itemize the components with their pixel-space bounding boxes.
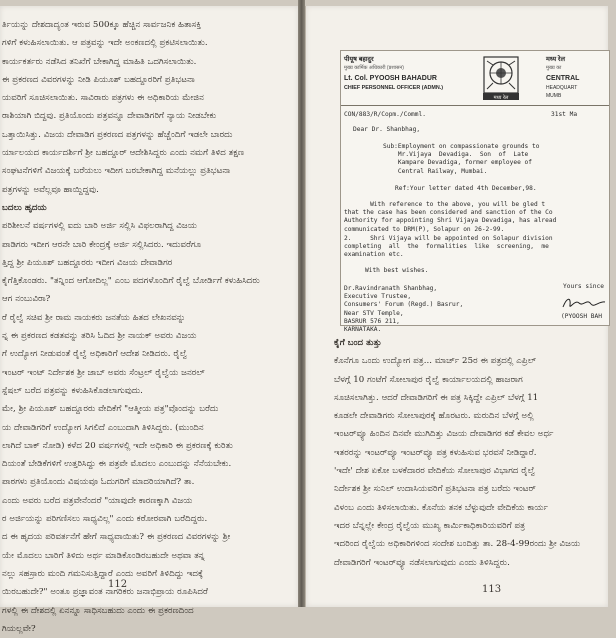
text-line: ಒತ್ತಾಯಿಸಿತ್ತು. ವಿಜಯ ದೇವಾಡಿಗ ಪ್ರಕರಣದ ಪತ್ರಗಳನ್ನು ಹೆಚ್ಚೆಂದಿಗೆ ಇಡಲೇ ಬಾರದು	[2, 129, 233, 140]
sender-hindi-designation: मुख्य कार्मिक अधिकारी (प्रशासन)	[344, 65, 404, 72]
org-hindi: मध्य रेल	[546, 56, 565, 63]
text-line: ದಿಯಂತೆ ಬೇಡಿಕೆಗಳಿಗೆ ಉತ್ತರಿಸಿದ್ದು ಈ ಪತ್ರವೇ ಮೊದಲು ಎಂಬುದನ್ನು ನೆನೆಯಬೇಕು.	[2, 459, 232, 470]
letter-date: 31st Ma	[551, 111, 578, 118]
text-line: ನ್ನ ಈ ಪ್ರಕರಣದ ಕಡತವನ್ನು ತರಿಸಿ ಓದಿದ ಶ್ರೀ ನಾಯಕ್ ಅವರು ವಿಜಯ	[2, 331, 197, 342]
text-line: ಪಾಠಗಳು ಪ್ರತಿಯೊಂದು ವಿಷಯವೂ ಓದುಗರಿಗೆ ಮಾದರಿಯಾಗಿದೆ? ತಾ.	[2, 477, 195, 488]
letter-reference: CON/883/R/Copm./Comml.	[344, 111, 426, 118]
text-line: ಪತ್ರಗಳನ್ನು ಅವೆಲ್ಲವೂ ಹಾಯ್ದಿದ್ದವು.	[2, 184, 99, 195]
signature-icon	[561, 295, 607, 311]
text-line: ದೇವಾಡಿಗರಿಗೆ ಇಂಟರ್‌ವ್ಯೂ ನಡೆಸಲಾಗುವುದು ಎಂದು ತಿಳಿಸಿದ್ದರು.	[334, 557, 510, 568]
letter-signature-name: (PYOOSH BAH	[561, 313, 602, 320]
text-line: ವಿಳಂಬ ಎಂದು ತಿಳಿಸಲಾಯಿತು. ಕೊನೆಯ ತನಕ ಬೆಳ್ಳುವುದೇ ವೇದಿಕೆಯ ಕಾರ್ಯ	[334, 502, 549, 513]
text-line: ಇತರರನ್ನು ಇಂಟರ್‌ವ್ಯೂ ಇಂಟರ್‌ವ್ಯೂ ಪತ್ರ ಕಳುಹಿಸುವ ಭರವಸೆ ನೀಡಿದ್ದಾರೆ.	[334, 447, 537, 458]
text-line: ಇದರ ಬೆನ್ನಲ್ಲೇ ಕೇಂದ್ರ ರೈಲ್ವೆಯ ಮುಖ್ಯ ಕಾರ್ಮಿಕಾಧಿಕಾರಿಯವರಿಗೆ ಪತ್ರ	[334, 520, 526, 531]
sender-designation: CHIEF PERSONNEL OFFICER (ADMN.)	[344, 84, 444, 91]
text-line: ಪಾಡಿಗರು ಇದೀಗ ಆರನೇ ಬಾರಿ ಕೇಂದ್ರಕ್ಕೆ ಅರ್ಜಿ ಸಲ್ಲಿಸಿದರು. ಇದುವರೆಗೂ	[2, 239, 202, 250]
letter-recipient-address: Dr.Ravindranath Shanbhag, Executive Trustee, Consumers' Forum (Regd.) Basrur, Near STV Temple, BASRUR 576 211, KARNATAKA.	[344, 285, 464, 334]
letter-sender-header	[344, 56, 474, 92]
text-line: ಇಂಟರ್ ಇಂಟ್ ನಿರ್ದೇಶಕ ಶ್ರೀ ಜಾಬ್ ಅವರು ಸೆಂಟ್ರಲ್ ರೈಲ್ವೆಯ ಜನರಲ್	[2, 367, 205, 378]
sender-name: Lt. Col. PYOOSH BAHADUR	[344, 75, 437, 83]
letter-subject: Sub:Employment on compassionate grounds to Mr.Vijaya Devadiga. Son of Late Kampare Devadiga, former employee of Central Railway, Mumbai.	[383, 143, 540, 175]
text-line: ನಲ್ಲು ಸಹಸ್ರಾರು ಮಂದಿ ಗಮನಿಸುತ್ತಿದ್ದಾರೆ ಎಂದು ಅವರಿಗೆ ತಿಳಿದಿದ್ದು ಇದಕ್ಕೆ	[2, 568, 204, 579]
text-line: ಗಳಿಗೆ ಕಳುಹಿಸಲಾಯಿತು. ಆ ಪತ್ರವನ್ನು ಇದೇ ಅಂಕಣದಲ್ಲಿ ಪ್ರಕಟಿಸಲಾಯಿತು.	[2, 38, 208, 49]
emblem-caption: मध्य रेल	[493, 95, 509, 101]
text-line: ಗಳಲ್ಲಿ ಈ ದೇಶದಲ್ಲಿ ಏನನ್ನೂ ಸಾಧಿಸಬಹುದು ಎಂದು ಈ ಪ್ರಕರಣದಿಂದ	[2, 605, 194, 616]
text-line: ಕೊನೆಗೂ ಒಂದು ಉದ್ಯೋಗ ಪತ್ರ... ಮಾರ್ಚ್ 25ರ ಈ ಪತ್ರದಲ್ಲಿ ಎಪ್ರಿಲ್	[334, 356, 537, 367]
text-line: ಸೂಚಿಸಲಾಗಿತ್ತು. ಆದರೆ ದೇವಾಡಿಗರಿಗೆ ಈ ಪತ್ರ ಸಿಕ್ಕಿದ್ದೇ ಎಪ್ರಿಲ್ ಬೆಳಗ್ಗೆ 11	[334, 392, 539, 403]
text-line: ಗೆ ಉದ್ಯೋಗ ನೀಡುವಂತೆ ರೈಲ್ವೆ ಅಧಿಕಾರಿಗೆ ಆದೇಶ ನೀಡಿದರು. ರೈಲ್ವೆ	[2, 349, 188, 360]
left-page	[0, 6, 299, 634]
section-heading: ಕೈಗೆ ಬಂದ ತುತ್ತು	[334, 338, 382, 348]
text-line: ಇಂಟರ್‌ವ್ಯೂ ಹಿಂದಿನ ದಿನವೇ ಮುಗಿದಿತ್ತು ವಿಜಯ ದೇವಾಡಿಗರ ಕಡೆ ಕೇವಲ ಅರ್ಧ	[334, 429, 554, 440]
letter-closing: With best wishes.	[365, 267, 429, 274]
text-line: ಬೆಳಗ್ಗೆ 10 ಗಂಟೆಗೆ ಸೋಲಾಪುರ ರೈಲ್ವೆ ಕಾರ್ಯಾಲಯದಲ್ಲಿ ಹಾಜರಾಗ	[334, 374, 523, 385]
right-page	[305, 6, 608, 607]
page-number-right: 113	[482, 584, 502, 595]
text-line: ತ್ತಿದ್ದ ಶ್ರೀ ಪಿಯೂಶ್ ಬಹದ್ದೂರರು ಇದೀಗ ವಿಜಯ ದೇವಾಡಿಗರ	[2, 257, 173, 268]
text-line: ಕಾರ್ಯಕರ್ತರು ನಡೆಸಿದ ತನಿಖೆಗೆ ಬೇಕಾಗಿದ್ದ ಮಾಹಿತಿ ಒದಗಿಸಲಾಯಿತು.	[2, 56, 197, 67]
org-name: CENTRAL	[546, 75, 580, 83]
left-page-text	[2, 16, 272, 638]
text-line: ದ ಈ ಹೃದಯ ಪರಿವರ್ತನೆಗೆ ಹೇಗೆ ಸಾಧ್ಯವಾಯಿತು? ಈ ಪ್ರಕರಣದ ವಿವರಗಳನ್ನು ಶ್ರೀ	[2, 532, 231, 543]
text-line: ಇದರಿಂದ ರೈಲ್ವೆಯ ಅಧಿಕಾರಿಗಳಿಂದ ಸಂದೇಶ ಬಂದಿತ್ತು ತಾ. 28-4-99ರಂದು ಶ್ರೀ ವಿಜಯ	[334, 539, 581, 550]
letter-ref-line: Ref:Your letter dated 4th December,98.	[395, 185, 537, 192]
text-line: ರಾಶಿಯಾಗಿ ಬಿದ್ದವು. ಪ್ರತಿಯೊಂದು ಪತ್ರವನ್ನೂ ದೇವಾಡಿಗರಿಗೆ ನ್ಯಾಯ ನೀಡಬೇಕು	[2, 111, 217, 122]
letter-paragraph-1: With reference to the above, you will be gled t that the case has been considered and sanction of the Co Authority for appointing Shri Vijaya Devadiga, has alread communicated to DRM(P), Solapur on 26-2-99.	[344, 201, 557, 233]
letter-yours: Yours since	[563, 283, 604, 290]
right-page-text	[334, 334, 604, 572]
text-line: ಕೂಡಲೇ ದೇವಾಡಿಗರು ಸೋಲಾಪುರಕ್ಕೆ ಹೊರಟರು. ಮರುದಿನ ಬೆಳಗ್ಗೆ ಅಲ್ಲಿ	[334, 411, 534, 422]
text-line: ಪರಿಶೀಲನೆ ವರ್ಷಗಳಲ್ಲಿ ಐದು ಬಾರಿ ಅರ್ಜಿ ಸಲ್ಲಿಸಿ ವಿಫಲರಾಗಿದ್ದ ವಿಜಯ	[2, 221, 197, 232]
text-line: ಯೇ ಮೊದಲು ಬಾರಿಗೆ ತಿಳಿದು ಅರ್ಥ ಮಾಡಿಕೊಂಡಿರಬಹುದೇ ಅಥವಾ ತನ್ನ	[2, 550, 205, 561]
book-gutter	[298, 0, 305, 607]
org-city: MUMB	[546, 92, 562, 99]
text-line: ಎಂದು ಅವರು ಬರೆದ ಪತ್ರವೇನೆಂದರೆ "ಯಾವುದೇ ಕಾರಣಕ್ಕಾಗಿ ವಿಜಯ	[2, 495, 193, 506]
text-line: ಮೇ, ಶ್ರೀ ಪಿಯೂಶ್ ಬಹದ್ದೂರರು ವೇದಿಕೆಗೆ "ಆತ್ಮೀಯ ಪತ್ರ"ವೊಂದನ್ನು ಬರೆದು	[2, 404, 219, 415]
railway-emblem-icon	[481, 55, 521, 101]
text-line: ಲಾಗಿದೆ ಬಾಕ್ ನೋಡಿ) ಕಳೆದ 20 ವರ್ಷಗಳಲ್ಲಿ ಇದೇ ಅಧಿಕಾರಿ ಈ ಪ್ರಕರಣಕ್ಕೆ ಕುರಿತು	[2, 440, 233, 451]
sender-hindi-name: पीयूष बहादुर	[344, 56, 374, 63]
letterhead-divider	[341, 105, 609, 106]
letter-org-header	[546, 56, 616, 100]
org-hindi-sub: मुख्य का	[546, 65, 562, 72]
text-line: ಯ ದೇವಾಡಿಗರಿಗೆ ಉದ್ಯೋಗ ಸಿಗಲಿದೆ ಎಂಬುದಾಗಿ ತಿಳಿಸಿದ್ದರು. (ಮುಂದಿನ	[2, 422, 204, 433]
text-line: ಸ್ಪೆಷಲ್ ಬರೆದ ಪತ್ರವನ್ನು ಕಳುಹಿಸಿಕೊಡಲಾಗುವುದು.	[2, 385, 143, 396]
text-line: ಯವರಿಗೆ ಸೂಚಿಸಲಾಯಿತು. ಸಾವಿರಾರು ಪತ್ರಗಳು ಈ ಅಧಿಕಾರಿಯ ಮೇಜಿನ	[2, 93, 204, 104]
text-line: ನಿರ್ದೇಶಕ ಶ್ರೀ ಸುನಿಲ್ ಉದಾಸಿಯವರಿಗೆ ಪ್ರತಿಭಟನಾ ಪತ್ರ ಬರೆದು ಇಂಟರ್	[334, 484, 536, 495]
letter-salutation: Dear Dr. Shanbhag,	[353, 126, 421, 133]
text-line: ಗಿಯಲ್ಲವೇ?	[2, 623, 36, 634]
railway-letter	[340, 50, 610, 334]
text-line: ಆಗ ನಂಬುವಿರಾ?	[2, 294, 51, 305]
text-line: ಸಂಘಟನೆಗಳಿಗೆ ವಿಜಯಕ್ಕೆ ಬರೆಯಲು ಇದೀಗ ಬರಬೇಕಾಗಿದ್ದ ಮನೆಯಲ್ಲು ಪ್ರತಿಭಟನಾ	[2, 166, 231, 177]
text-line: ಯಿರಬಹುದೇ?" ಅಂತೂ ಪ್ರಜ್ಞಾವಂತ ನಾಗರಿಕರು ಜನಾಭಿಪ್ರಾಯ ರೂಪಿಸಿದರೆ	[2, 587, 208, 598]
org-hq: HEADQUART	[546, 84, 578, 91]
text-line: ರೆ ರೈಲ್ವೆ ಸಚಿವ ಶ್ರೀ ರಾಮ ನಾಯಕರು ಜನತೆಯ ಹಿತದ ಲೇಖನವನ್ನು	[2, 312, 186, 323]
text-line: ರ್ತಿಯನ್ನು ದೇಶದಾದ್ಯಂತ ಇರುವ 500ಕ್ಕೂ ಹೆಚ್ಚಿನ ಸಾರ್ವಜನಿಕ ಹಿತಾಸಕ್ತಿ	[2, 20, 202, 30]
page-number-left: 112	[108, 579, 128, 590]
letter-paragraph-2: 2. Shri Vijaya will be appointed on Solapur division completing all the formalities like screening, me examination etc.	[344, 235, 553, 259]
text-line: 'ಇದೇ' ದೇಶ ಏಕೋ ಬಳಕೆದಾರರ ವೇದಿಕೆಯ ಸೋಲಾಪುರ ವಿಭಾಗದ ರೈಲ್ವೆ	[334, 466, 536, 477]
section-heading: ಬದಲು ಹೃದಯ	[2, 202, 47, 213]
text-line: ರ ಅರ್ಜಿಯನ್ನು ಪರಿಗಣಿಸಲು ಸಾಧ್ಯವಿಲ್ಲ" ಎಂದು ಕಠೋರವಾಗಿ ಬರೆದಿದ್ದರು.	[2, 514, 208, 525]
text-line: ರ್ಯಾಲಯದ ಕಾರ್ಯದರ್ಶಿಗೆ ಶ್ರೀ ಬಹದ್ದೂರ್ ಆದೇಶಿಸಿದ್ದರು ಎಂದು ನಮಗೆ ತಿಳಿದ ತಕ್ಷಣ	[2, 148, 245, 159]
text-line: ಈ ಪ್ರಕರಣದ ವಿವರಗಳನ್ನು ನೀಡಿ ಪಿಯೂಶ್ ಬಹದ್ದೂರರಿಗೆ ಪ್ರತಿಭಟನಾ	[2, 74, 195, 85]
text-line: ಕೈಗೆತ್ತಿಕೊಂಡರು. "ತನ್ನಿಂದ ಆಗೋದಿಲ್ಲ" ಎಂಬ ಪದಗಳೊಂದಿಗೆ ರೈಲ್ವೆ ಬೋರ್ಡಿಗೆ ಕಳುಹಿಸಿದರು	[2, 276, 260, 287]
